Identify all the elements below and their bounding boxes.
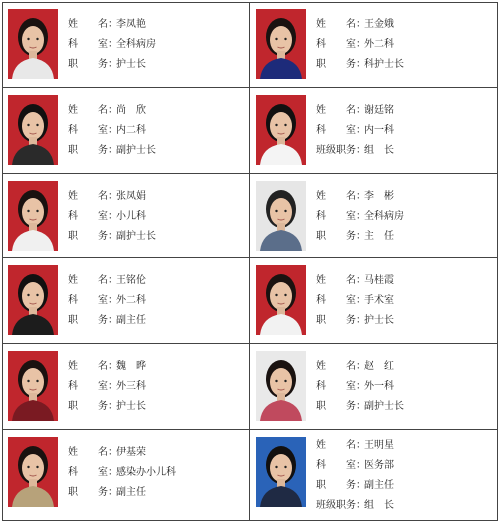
staff-name-value: 王金娥 (364, 19, 394, 30)
staff-info (68, 15, 156, 75)
staff-department-row (316, 456, 394, 476)
staff-department-row (68, 121, 156, 141)
staff-info (316, 187, 404, 247)
staff-department-value: 小儿科 (116, 211, 146, 222)
staff-position-row (68, 483, 176, 503)
staff-position-value: 护士长 (116, 59, 146, 70)
staff-department-row (316, 35, 404, 55)
staff-position-label: 职 务： (68, 145, 118, 156)
staff-name-label: 姓 名： (68, 105, 118, 116)
staff-info (316, 271, 394, 331)
staff-department-value: 外二科 (116, 295, 146, 306)
staff-name-row (68, 15, 156, 35)
staff-position-value: 护士长 (364, 315, 394, 326)
staff-department-label: 科 室： (68, 467, 118, 478)
staff-department-value: 感染办小儿科 (116, 467, 176, 478)
staff-name-value: 王明星 (364, 440, 394, 451)
staff-info (68, 443, 176, 503)
staff-position-row (68, 55, 156, 75)
staff-name-value: 伊基荣 (116, 447, 146, 458)
staff-name-row (316, 101, 394, 121)
staff-department-label: 科 室： (316, 460, 366, 471)
staff-position-label: 职 务： (68, 231, 118, 242)
portrait-photo (8, 181, 58, 251)
staff-department-value: 外三科 (116, 381, 146, 392)
staff-department-value: 全科病房 (116, 39, 156, 50)
staff-department-label: 科 室： (316, 295, 366, 306)
staff-card (250, 88, 498, 174)
staff-department-label: 科 室： (316, 381, 366, 392)
staff-department-label: 科 室： (68, 381, 118, 392)
staff-info (316, 101, 394, 161)
staff-position-value: 副主任 (116, 315, 146, 326)
staff-class-position-row (316, 141, 394, 161)
portrait-photo (8, 265, 58, 335)
staff-position-value: 科护士长 (364, 59, 404, 70)
staff-department-row (68, 35, 156, 55)
staff-name-value: 赵 红 (364, 361, 394, 372)
staff-position-row (68, 227, 156, 247)
staff-info (68, 187, 156, 247)
staff-department-row (316, 377, 404, 397)
staff-name-label: 姓 名： (68, 275, 118, 286)
staff-department-row (68, 377, 146, 397)
staff-department-label: 科 室： (68, 295, 118, 306)
staff-position-row (316, 55, 404, 75)
staff-position-label: 职 务： (316, 231, 366, 242)
staff-position-row (68, 311, 146, 331)
staff-department-value: 外一科 (364, 381, 394, 392)
staff-info (316, 436, 394, 516)
portrait-photo (256, 95, 306, 165)
portrait-photo (256, 265, 306, 335)
staff-info (316, 357, 404, 417)
staff-position-value: 护士长 (116, 401, 146, 412)
staff-name-value: 李 彬 (364, 191, 394, 202)
staff-name-value: 尚 欣 (116, 105, 146, 116)
staff-name-row (68, 271, 146, 291)
staff-position-row (316, 311, 394, 331)
portrait-photo (256, 9, 306, 79)
staff-department-value: 内一科 (364, 125, 394, 136)
staff-position-value: 副护士长 (116, 231, 156, 242)
staff-class-position-row (316, 496, 394, 516)
staff-card (2, 2, 250, 88)
staff-name-row (68, 101, 156, 121)
staff-name-value: 李凤艳 (116, 19, 146, 30)
staff-card (250, 430, 498, 521)
portrait-photo (256, 181, 306, 251)
staff-name-row (68, 443, 176, 463)
staff-info (316, 15, 404, 75)
portrait-photo (256, 437, 306, 507)
staff-position-value: 副主任 (364, 480, 394, 491)
staff-name-label: 姓 名： (68, 191, 118, 202)
portrait-photo (8, 437, 58, 507)
staff-class-position-value: 组 长 (364, 500, 394, 511)
staff-card (2, 430, 250, 521)
staff-department-value: 内二科 (116, 125, 146, 136)
staff-name-label: 姓 名： (316, 361, 366, 372)
staff-name-row (68, 187, 156, 207)
staff-department-row (68, 291, 146, 311)
staff-name-value: 马桂霞 (364, 275, 394, 286)
staff-department-label: 科 室： (68, 125, 118, 136)
staff-department-row (316, 207, 404, 227)
staff-name-label: 姓 名： (316, 275, 366, 286)
staff-name-label: 姓 名： (316, 105, 366, 116)
staff-name-row (316, 187, 404, 207)
staff-position-row (68, 141, 156, 161)
staff-info (68, 271, 146, 331)
staff-department-label: 科 室： (68, 211, 118, 222)
staff-name-label: 姓 名： (316, 19, 366, 30)
staff-position-row (316, 227, 404, 247)
staff-position-label: 职 务： (68, 59, 118, 70)
staff-card (2, 344, 250, 430)
staff-department-row (316, 121, 394, 141)
staff-position-label: 职 务： (68, 487, 118, 498)
staff-position-value: 副主任 (116, 487, 146, 498)
staff-name-value: 张凤娟 (116, 191, 146, 202)
staff-position-label: 职 务： (68, 315, 118, 326)
staff-card (250, 258, 498, 344)
staff-info (68, 101, 156, 161)
staff-department-label: 科 室： (316, 39, 366, 50)
staff-card (250, 2, 498, 88)
staff-name-value: 魏 晔 (116, 361, 146, 372)
staff-card (2, 174, 250, 258)
staff-position-row (316, 476, 394, 496)
staff-name-value: 谢廷铭 (364, 105, 394, 116)
staff-position-value: 副护士长 (364, 401, 404, 412)
staff-name-label: 姓 名： (316, 191, 366, 202)
staff-name-label: 姓 名： (68, 19, 118, 30)
staff-position-label: 职 务： (316, 480, 366, 491)
staff-name-row (68, 357, 146, 377)
staff-class-position-value: 组 长 (364, 145, 394, 156)
staff-position-label: 职 务： (316, 401, 366, 412)
staff-class-position-label: 班级职务： (316, 500, 366, 511)
staff-department-row (68, 463, 176, 483)
portrait-photo (8, 9, 58, 79)
portrait-photo (8, 95, 58, 165)
staff-name-label: 姓 名： (68, 447, 118, 458)
staff-department-value: 外二科 (364, 39, 394, 50)
staff-department-label: 科 室： (316, 125, 366, 136)
staff-name-row (316, 436, 394, 456)
staff-position-label: 职 务： (316, 315, 366, 326)
staff-department-value: 医务部 (364, 460, 394, 471)
staff-department-row (68, 207, 156, 227)
staff-department-value: 手术室 (364, 295, 394, 306)
staff-name-row (316, 357, 404, 377)
staff-card (250, 344, 498, 430)
staff-department-label: 科 室： (316, 211, 366, 222)
staff-card (250, 174, 498, 258)
staff-name-row (316, 271, 394, 291)
staff-position-row (68, 397, 146, 417)
staff-info (68, 357, 146, 417)
staff-name-value: 王铭伦 (116, 275, 146, 286)
staff-position-row (316, 397, 404, 417)
staff-department-label: 科 室： (68, 39, 118, 50)
staff-name-row (316, 15, 404, 35)
staff-name-label: 姓 名： (68, 361, 118, 372)
portrait-photo (8, 351, 58, 421)
staff-position-value: 主 任 (364, 231, 394, 242)
portrait-photo (256, 351, 306, 421)
staff-department-value: 全科病房 (364, 211, 404, 222)
staff-class-position-label: 班级职务： (316, 145, 366, 156)
staff-card (2, 88, 250, 174)
staff-position-label: 职 务： (316, 59, 366, 70)
staff-position-value: 副护士长 (116, 145, 156, 156)
staff-name-label: 姓 名： (316, 440, 366, 451)
staff-card (2, 258, 250, 344)
staff-position-label: 职 务： (68, 401, 118, 412)
staff-department-row (316, 291, 394, 311)
